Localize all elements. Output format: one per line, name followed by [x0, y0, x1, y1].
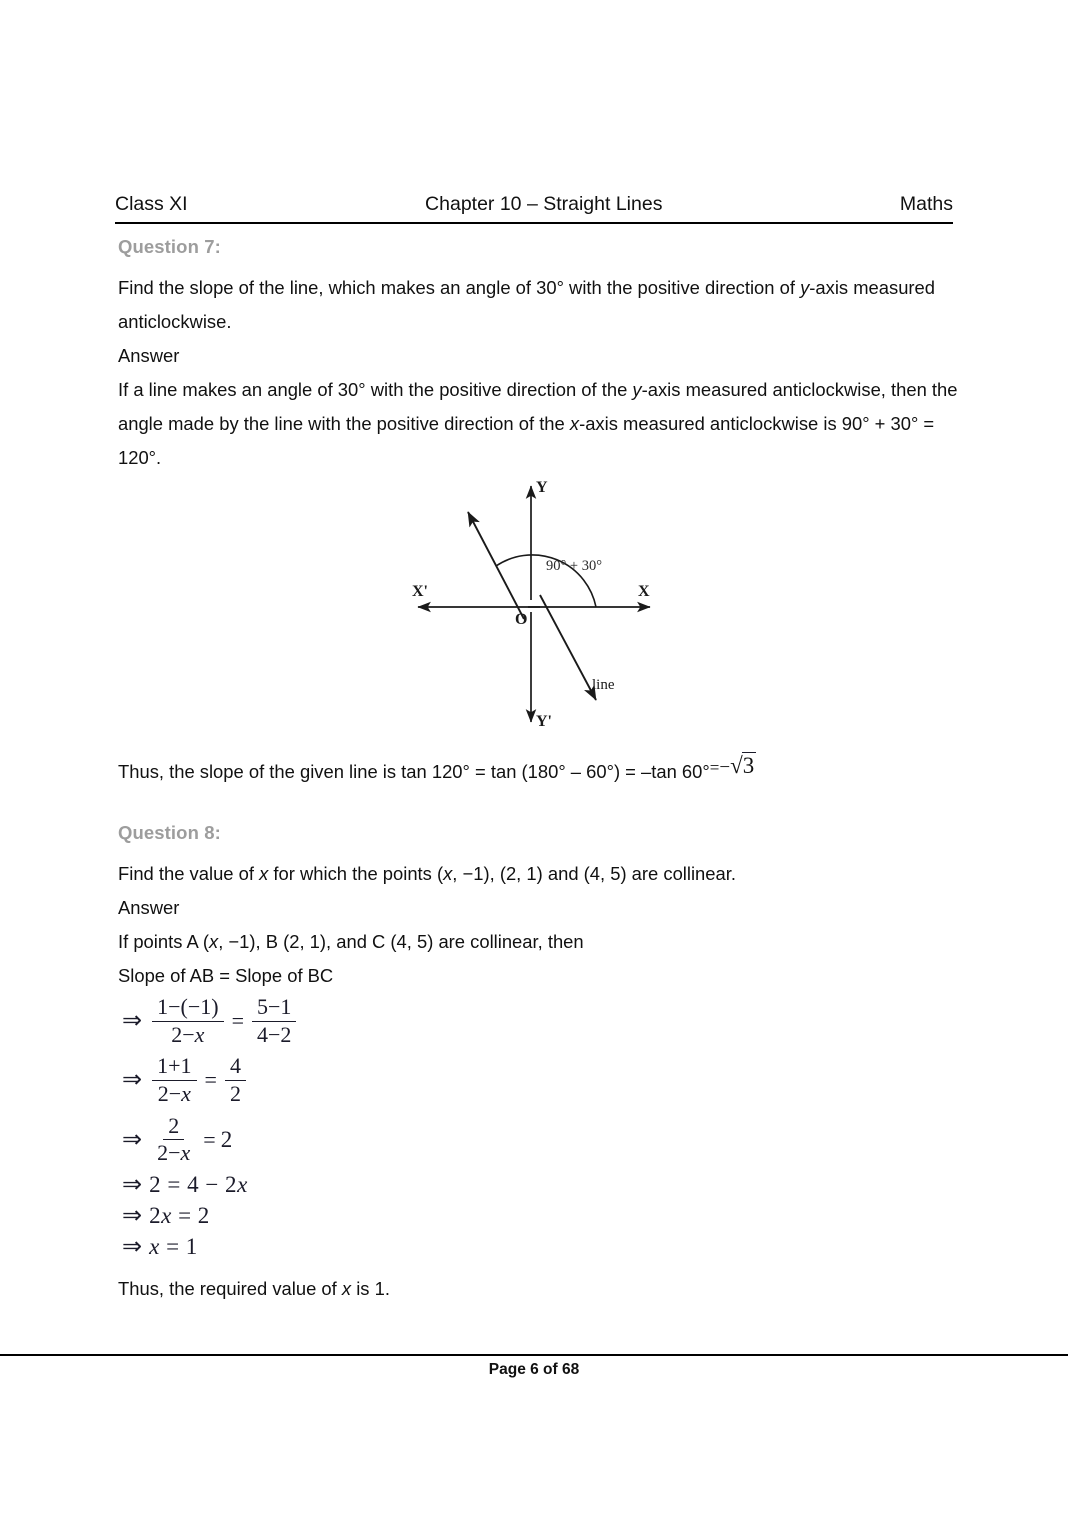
- page-header: [115, 193, 953, 224]
- fraction-left-1: [152, 995, 223, 1047]
- inclined-line: [540, 595, 596, 700]
- equation-row-5: [122, 1204, 552, 1228]
- question-7-conclusion: Thus, the slope of the given line is tan 120° = tan (180° – 60°) = –tan 60°: [118, 761, 710, 782]
- question-8-given: [118, 925, 958, 959]
- header-subject-label: Maths: [899, 193, 953, 215]
- den-1-left-var: x: [194, 1021, 205, 1047]
- footer-page-number: Page 6 of 68: [488, 1361, 580, 1378]
- eq-5-text: = 2: [171, 1203, 210, 1229]
- q7-prompt-variable: y: [800, 277, 810, 298]
- question-8-slope-equality: Slope of AB = Slope of BC: [118, 965, 334, 986]
- q8-prompt-var: x: [259, 863, 269, 884]
- q8-conclusion-var: x: [341, 1278, 352, 1299]
- equation-6-body: [149, 1235, 198, 1258]
- implies-arrow-2: ⇒: [122, 1067, 143, 1094]
- eq-5-var: x: [161, 1203, 172, 1229]
- x-axis-negative-label: X': [412, 583, 428, 600]
- question-8-answer-label: Answer: [118, 897, 180, 918]
- equation-row-3: [122, 1114, 552, 1166]
- den-3-left-var: x: [180, 1140, 191, 1166]
- equation-4-body: [149, 1173, 248, 1196]
- fraction-right-1: [252, 995, 296, 1047]
- radicand: 3: [742, 753, 755, 778]
- header-class-label: Class XI: [115, 193, 188, 215]
- equals-3: =: [203, 1126, 216, 1152]
- page-content: [118, 236, 958, 475]
- fraction-left-3: [152, 1114, 195, 1166]
- q7-prompt-part1: Find the slope of the line, which makes an angle of 30° with the positive direction of: [118, 277, 801, 298]
- eq-6-text: = 1: [159, 1234, 198, 1260]
- question-8-prompt: [118, 857, 958, 891]
- question-8-block: [118, 822, 958, 993]
- q7-explanation-var-x: x: [569, 413, 580, 434]
- implies-arrow-1: ⇒: [122, 1008, 143, 1035]
- equation-row-2: [122, 1054, 552, 1106]
- denominator-1-left: [166, 1022, 209, 1048]
- denominator-2-right: 2: [229, 1080, 241, 1106]
- equals-2: =: [204, 1067, 217, 1093]
- q7-prompt-part2: -axis measured anticlockwise.: [118, 277, 935, 332]
- q7-explanation-c: -axis measured anticlockwise is 90° + 30° = 120°.: [118, 413, 935, 468]
- q8-given-a: If points A (: [118, 931, 209, 952]
- q8-prompt-a: Find the value of: [118, 863, 260, 884]
- numerator-1-right: 5−1: [252, 995, 296, 1022]
- numerator-2-left: 1+1: [152, 1054, 196, 1081]
- fraction-left-2: [152, 1054, 196, 1106]
- den-1-left-text: 2−: [171, 1021, 195, 1047]
- q7-explanation-b: -axis measured anticlockwise, then the angle made by the line with the positive direction of the: [118, 379, 958, 434]
- numerator-3-left: 2: [163, 1114, 184, 1141]
- eq-4-var: x: [237, 1172, 248, 1198]
- eq-4-text: 2 = 4 − 2: [149, 1172, 238, 1198]
- fraction-right-2: [225, 1054, 246, 1106]
- implies-arrow-6: ⇒: [122, 1233, 143, 1260]
- denominator-3-left: [152, 1140, 195, 1166]
- question-7-answer-label: Answer: [118, 345, 180, 366]
- q8-given-b: , −1), B (2, 1), and C (4, 5) are collinear, then: [218, 931, 584, 952]
- equation-row-1: [122, 995, 552, 1047]
- equals-1: =: [231, 1008, 244, 1034]
- conclusion-minus-sign: −: [719, 757, 731, 778]
- question-7-conclusion-row: [118, 752, 978, 789]
- question-8-conclusion-block: [118, 1272, 958, 1306]
- implies-arrow-3: ⇒: [122, 1126, 143, 1153]
- den-2-left-var: x: [181, 1080, 191, 1106]
- eq-6-var: x: [149, 1234, 160, 1260]
- footer-divider: [0, 1354, 1068, 1356]
- equation-row-4: [122, 1173, 552, 1197]
- implies-arrow-5: ⇒: [122, 1202, 143, 1229]
- angle-label: 90° + 30°: [546, 558, 603, 574]
- implies-arrow-4: ⇒: [122, 1171, 143, 1198]
- y-axis-negative-label: Y': [536, 713, 552, 730]
- den-3-left-text: 2−: [157, 1140, 181, 1166]
- conclusion-equals-sign: =: [709, 758, 720, 777]
- line-label: line: [592, 677, 615, 693]
- den-2-left-text: 2−: [157, 1080, 182, 1106]
- q7-explanation-a: If a line makes an angle of 30° with the positive direction of the: [118, 379, 633, 400]
- header-chapter-title: Chapter 10 – Straight Lines: [425, 193, 663, 215]
- q8-prompt-b: for which the points (: [268, 863, 444, 884]
- y-axis-positive-label: Y: [536, 479, 548, 496]
- origin-label: O: [515, 611, 528, 628]
- q8-given-var: x: [208, 931, 219, 952]
- eq-5-coefficient: 2: [149, 1203, 162, 1229]
- denominator-2-left: [153, 1081, 196, 1107]
- q8-conclusion-b: is 1.: [351, 1278, 390, 1299]
- question-7-heading: Question 7:: [118, 236, 221, 257]
- question-8-heading: Question 8:: [118, 822, 221, 843]
- numerator-1-left: 1−(−1): [152, 995, 223, 1022]
- q8-conclusion-a: Thus, the required value of: [118, 1278, 342, 1299]
- straight-line-diagram: [400, 472, 690, 737]
- question-7-explanation: [118, 373, 958, 475]
- equation-derivation: [122, 995, 552, 1266]
- equation-row-6: [122, 1235, 552, 1259]
- radical-sign: √: [730, 753, 743, 778]
- denominator-1-right: 4−2: [257, 1021, 292, 1047]
- question-8-conclusion: [118, 1272, 958, 1306]
- rhs-3: 2: [220, 1127, 233, 1153]
- q8-prompt-var2: x: [443, 863, 453, 884]
- equation-5-body: [149, 1204, 210, 1227]
- conclusion-radical-expression: [710, 752, 756, 777]
- numerator-2-right: 4: [225, 1054, 246, 1081]
- q7-explanation-var-y: y: [632, 379, 642, 400]
- question-7-prompt: [118, 271, 958, 339]
- x-axis-positive-label: X: [638, 583, 650, 600]
- q8-prompt-c: , −1), (2, 1) and (4, 5) are collinear.: [452, 863, 736, 884]
